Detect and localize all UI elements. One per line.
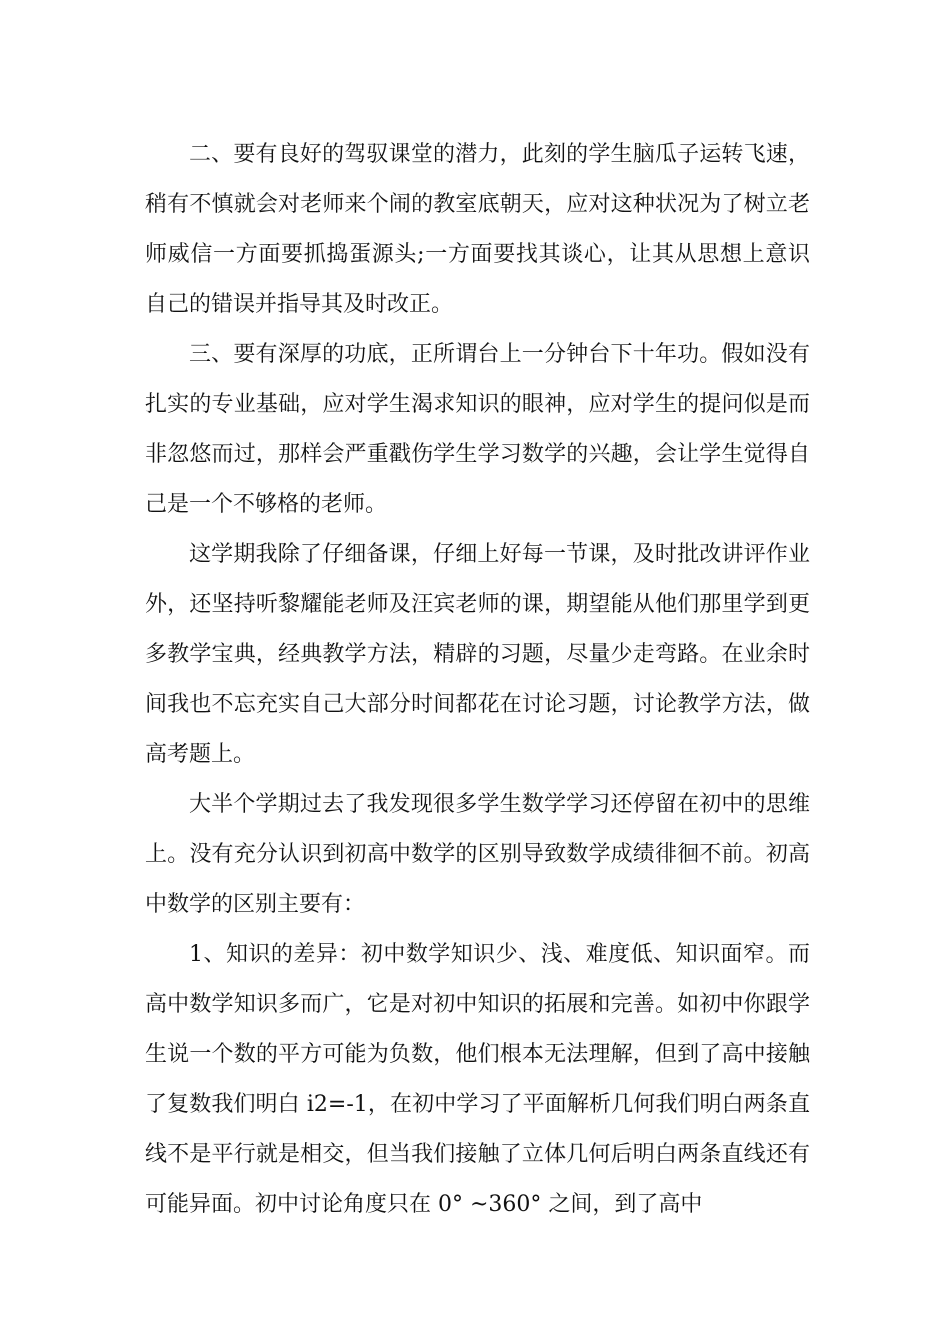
paragraph-semester-work: 这学期我除了仔细备课，仔细上好每一节课，及时批改讲评作业外，还坚持听黎耀能老师及汪宾老师的课，期望能从他们那里学到更多教学宝典，经典教学方法，精辟的习题，尽量少走弯路。在业余时间我也不忘充实自己大部分时间都花在讨论习题，讨论教学方法，做高考题上。 (145, 542, 810, 767)
paragraph-solid-foundation: 三、要有深厚的功底，正所谓台上一分钟台下十年功。假如没有扎实的专业基础，应对学生渴求知识的眼神，应对学生的提问似是而非忽悠而过，那样会严重戳伤学生学习数学的兴趣，会让学生觉得自己是一个不够格的老师。 (145, 342, 810, 517)
document-body (145, 130, 810, 1230)
paragraph-knowledge-difference: 1、知识的差异：初中数学知识少、浅、难度低、知识面窄。而高中数学知识多而广，它是对初中知识的拓展和完善。如初中你跟学生说一个数的平方可能为负数，他们根本无法理解，但到了高中接触了复数我们明白 i2=-1，在初中学习了平面解析几何我们明白两条直线不是平行就是相交，但当我们接触了立体几何后明白两条直线还有可能异面。初中讨论角度只在 0° ~360° 之间，到了高中 (145, 942, 810, 1217)
paragraph-student-observation: 大半个学期过去了我发现很多学生数学学习还停留在初中的思维上。没有充分认识到初高中数学的区别导致数学成绩徘徊不前。初高中数学的区别主要有： (145, 792, 810, 917)
paragraph-classroom-control: 二、要有良好的驾驭课堂的潜力，此刻的学生脑瓜子运转飞速，稍有不慎就会对老师来个闹的教室底朝天，应对这种状况为了树立老师威信一方面要抓捣蛋源头;一方面要找其谈心，让其从思想上意识自己的错误并指导其及时改正。 (145, 142, 810, 317)
